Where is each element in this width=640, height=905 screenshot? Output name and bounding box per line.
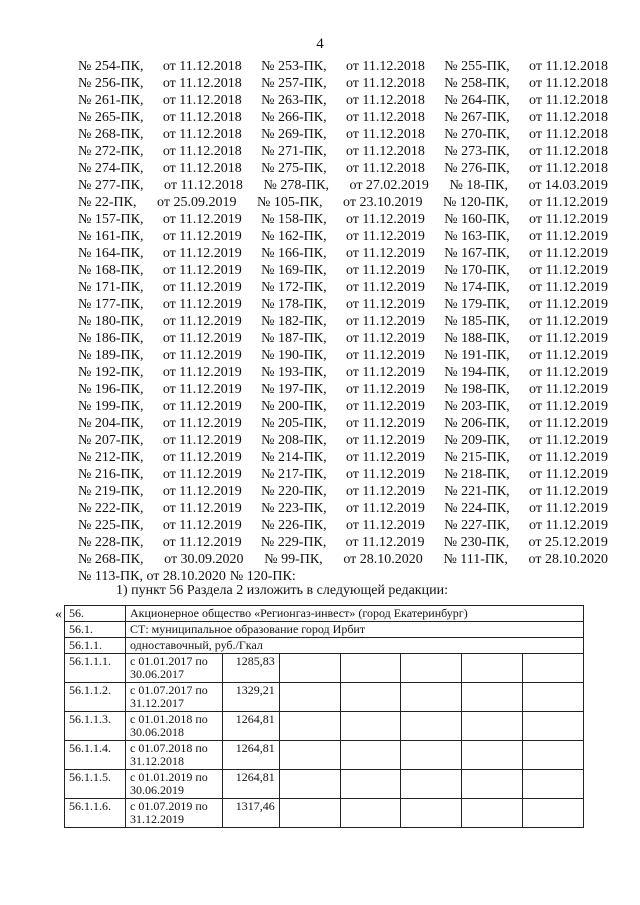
reference-number: № 111-ПК, xyxy=(443,552,508,567)
reference-line xyxy=(78,347,608,364)
reference-number: № 219-ПК, xyxy=(78,484,144,499)
reference-number: № 203-ПК, xyxy=(444,399,510,414)
reference-number: № 229-ПК, xyxy=(260,535,327,550)
reference-number: № 192-ПК, xyxy=(78,365,144,380)
empty-cell xyxy=(401,683,462,712)
rate-type-num: 56.1.1. xyxy=(65,638,126,654)
reference-number: № 18-ПК, xyxy=(449,178,508,193)
reference-number: № 105-ПК, xyxy=(257,195,323,210)
reference-line xyxy=(78,313,608,330)
reference-number: № 266-ПК, xyxy=(261,110,327,125)
row-number: 56.1.1.5. xyxy=(65,770,126,799)
reference-line xyxy=(78,398,608,415)
reference-date: от 11.12.2019 xyxy=(162,416,242,431)
reference-number: № 267-ПК, xyxy=(444,110,510,125)
reference-number: № 223-ПК, xyxy=(261,501,327,516)
row-number: 56.1.1.6. xyxy=(65,799,126,828)
reference-number: № 212-ПК, xyxy=(78,450,144,465)
reference-date: от 11.12.2019 xyxy=(529,348,608,363)
reference-date: от 11.12.2018 xyxy=(162,144,242,159)
empty-cell xyxy=(401,770,462,799)
rate-type-name: одноставочный, руб./Гкал xyxy=(126,638,584,654)
reference-number: № 274-ПК, xyxy=(78,161,144,176)
reference-line xyxy=(78,245,608,262)
reference-date: от 11.12.2019 xyxy=(529,297,608,312)
reference-number: № 261-ПК, xyxy=(78,93,144,108)
reference-number: № 207-ПК, xyxy=(78,433,144,448)
reference-number: № 204-ПК, xyxy=(78,416,144,431)
reference-date: от 11.12.2018 xyxy=(162,59,242,74)
reference-date: от 11.12.2019 xyxy=(162,331,242,346)
reference-number: № 189-ПК, xyxy=(78,348,144,363)
reference-date: от 11.12.2018 xyxy=(162,76,242,91)
reference-date: от 11.12.2019 xyxy=(162,297,242,312)
reference-number: № 194-ПК, xyxy=(444,365,510,380)
reference-line xyxy=(78,279,608,296)
reference-date: от 11.12.2019 xyxy=(162,365,242,380)
reference-line xyxy=(78,534,608,551)
row-period: с 01.01.2018 по 30.06.2018 xyxy=(126,712,223,741)
row-number: 56.1.1.4. xyxy=(65,741,126,770)
reference-date: от 11.12.2018 xyxy=(345,144,425,159)
org-row xyxy=(65,606,584,622)
reference-number: № 208-ПК, xyxy=(261,433,327,448)
row-period: с 01.07.2018 по 31.12.2018 xyxy=(126,741,223,770)
reference-date: от 27.02.2019 xyxy=(349,178,429,193)
reference-number: № 179-ПК, xyxy=(444,297,510,312)
reference-date: от 11.12.2018 xyxy=(164,178,243,193)
row-value: 1264,81 xyxy=(222,770,279,799)
reference-date: от 11.12.2019 xyxy=(345,416,425,431)
reference-line xyxy=(78,75,608,92)
reference-date: от 11.12.2019 xyxy=(345,399,425,414)
empty-cell xyxy=(523,712,584,741)
empty-cell xyxy=(340,654,401,683)
reference-date: от 28.10.2020 xyxy=(343,552,423,567)
reference-number: № 197-ПК, xyxy=(261,382,327,397)
reference-number: № 177-ПК, xyxy=(78,297,144,312)
reference-number: № 230-ПК, xyxy=(443,535,510,550)
reference-date: от 11.12.2018 xyxy=(162,127,242,142)
reference-number: № 193-ПК, xyxy=(261,365,327,380)
reference-line xyxy=(78,126,608,143)
opening-quote: « xyxy=(55,607,62,622)
reference-date: от 11.12.2019 xyxy=(529,365,608,380)
reference-number: № 214-ПК, xyxy=(261,450,327,465)
reference-number: № 171-ПК, xyxy=(78,280,144,295)
reference-line xyxy=(78,296,608,313)
reference-date: от 11.12.2019 xyxy=(162,399,242,414)
reference-date: от 11.12.2019 xyxy=(345,280,425,295)
reference-number: № 209-ПК, xyxy=(444,433,510,448)
reference-date: от 11.12.2019 xyxy=(529,246,608,261)
row-value: 1264,81 xyxy=(222,741,279,770)
reference-date: от 11.12.2019 xyxy=(529,467,608,482)
reference-date: от 23.10.2019 xyxy=(343,195,423,210)
reference-number: № 217-ПК, xyxy=(261,467,327,482)
reference-number: № 182-ПК, xyxy=(261,314,327,329)
reference-date: от 11.12.2019 xyxy=(162,433,242,448)
reference-date: от 11.12.2019 xyxy=(345,484,425,499)
reference-number: № 215-ПК, xyxy=(444,450,510,465)
reference-number: № 168-ПК, xyxy=(78,263,144,278)
reference-date: от 11.12.2019 xyxy=(162,450,242,465)
empty-cell xyxy=(462,654,523,683)
reference-date: от 11.12.2018 xyxy=(529,144,608,159)
empty-cell xyxy=(340,741,401,770)
amendment-intro: 1) пункт 56 Раздела 2 изложить в следующей редакции: xyxy=(116,583,448,598)
reference-number: № 255-ПК, xyxy=(444,59,510,74)
reference-date: от 11.12.2019 xyxy=(529,501,608,516)
reference-date: от 11.12.2019 xyxy=(162,382,242,397)
reference-date: от 11.12.2019 xyxy=(529,484,608,499)
reference-date: от 11.12.2019 xyxy=(529,433,608,448)
empty-cell xyxy=(340,683,401,712)
reference-date: от 11.12.2019 xyxy=(529,314,608,329)
row-period: с 01.07.2017 по 31.12.2017 xyxy=(126,683,223,712)
reference-date: от 11.12.2018 xyxy=(529,127,608,142)
reference-date: от 11.12.2019 xyxy=(529,195,608,210)
empty-cell xyxy=(340,770,401,799)
reference-number: № 216-ПК, xyxy=(78,467,144,482)
reference-date: от 11.12.2019 xyxy=(345,348,425,363)
reference-number: № 271-ПК, xyxy=(261,144,327,159)
empty-cell xyxy=(462,799,523,828)
reference-line xyxy=(78,262,608,279)
reference-number: № 269-ПК, xyxy=(261,127,327,142)
reference-number: № 174-ПК, xyxy=(444,280,510,295)
reference-number: № 268-ПК, xyxy=(78,127,144,142)
reference-number: № 263-ПК, xyxy=(261,93,327,108)
empty-cell xyxy=(279,654,340,683)
reference-date: от 11.12.2019 xyxy=(345,297,425,312)
tariff-row xyxy=(65,683,584,712)
reference-line xyxy=(78,228,608,245)
reference-number: № 272-ПК, xyxy=(78,144,144,159)
reference-number: № 157-ПК, xyxy=(78,212,144,227)
reference-date: от 11.12.2018 xyxy=(345,127,425,142)
reference-date: от 11.12.2019 xyxy=(162,314,242,329)
reference-number: № 205-ПК, xyxy=(261,416,327,431)
reference-date: от 11.12.2019 xyxy=(529,229,608,244)
reference-date: от 11.12.2019 xyxy=(345,212,425,227)
reference-text: № 120-ПК: xyxy=(229,569,296,584)
reference-number: № 166-ПК, xyxy=(261,246,327,261)
empty-cell xyxy=(523,654,584,683)
reference-date: от 11.12.2019 xyxy=(345,331,425,346)
row-value: 1317,46 xyxy=(222,799,279,828)
reference-date: от 11.12.2019 xyxy=(345,365,425,380)
reference-number: № 178-ПК, xyxy=(261,297,327,312)
reference-date: от 11.12.2019 xyxy=(529,212,608,227)
reference-number: № 253-ПК, xyxy=(261,59,327,74)
reference-date: от 11.12.2019 xyxy=(345,467,425,482)
reference-number: № 218-ПК, xyxy=(444,467,510,482)
reference-number: № 158-ПК, xyxy=(261,212,327,227)
reference-date: от 11.12.2019 xyxy=(162,535,242,550)
reference-date: от 11.12.2019 xyxy=(529,280,608,295)
reference-date: от 11.12.2019 xyxy=(345,229,425,244)
reference-date: от 11.12.2019 xyxy=(162,501,242,516)
reference-date: от 25.09.2019 xyxy=(157,195,237,210)
row-period: с 01.07.2019 по 31.12.2019 xyxy=(126,799,223,828)
reference-date: от 11.12.2019 xyxy=(345,314,425,329)
empty-cell xyxy=(523,799,584,828)
rate-type-row xyxy=(65,638,584,654)
reference-number: № 265-ПК, xyxy=(78,110,144,125)
row-period: с 01.01.2019 по 30.06.2019 xyxy=(126,770,223,799)
empty-cell xyxy=(279,741,340,770)
reference-number: № 99-ПК, xyxy=(264,552,323,567)
tariff-row xyxy=(65,654,584,683)
reference-number: № 199-ПК, xyxy=(78,399,144,414)
reference-date: от 11.12.2019 xyxy=(529,450,608,465)
resolution-references xyxy=(78,58,608,585)
reference-number: № 180-ПК, xyxy=(78,314,144,329)
reference-line xyxy=(78,415,608,432)
reference-number: № 186-ПК, xyxy=(78,331,144,346)
empty-cell xyxy=(462,712,523,741)
reference-line xyxy=(78,551,608,568)
reference-line xyxy=(78,517,608,534)
row-value: 1285,83 xyxy=(222,654,279,683)
reference-date: от 30.09.2020 xyxy=(164,552,244,567)
tariff-row xyxy=(65,770,584,799)
org-num: 56. xyxy=(65,606,126,622)
row-period: с 01.01.2017 по 30.06.2017 xyxy=(126,654,223,683)
reference-number: № 264-ПК, xyxy=(444,93,510,108)
reference-date: от 25.12.2019 xyxy=(528,535,608,550)
reference-date: от 11.12.2019 xyxy=(162,518,242,533)
reference-line xyxy=(78,432,608,449)
reference-date: от 11.12.2019 xyxy=(162,246,242,261)
reference-line xyxy=(78,211,608,228)
reference-date: от 11.12.2018 xyxy=(345,76,425,91)
reference-date: от 11.12.2019 xyxy=(162,229,242,244)
reference-number: № 169-ПК, xyxy=(261,263,327,278)
reference-line xyxy=(78,143,608,160)
reference-number: № 200-ПК, xyxy=(261,399,327,414)
reference-number: № 185-ПК, xyxy=(444,314,510,329)
reference-date: от 11.12.2018 xyxy=(345,93,425,108)
empty-cell xyxy=(523,683,584,712)
reference-number: № 275-ПК, xyxy=(261,161,327,176)
reference-number: № 172-ПК, xyxy=(261,280,327,295)
reference-date: от 11.12.2018 xyxy=(529,110,608,125)
empty-cell xyxy=(279,799,340,828)
reference-number: № 228-ПК, xyxy=(78,535,144,550)
reference-number: № 190-ПК, xyxy=(261,348,327,363)
reference-number: № 163-ПК, xyxy=(444,229,510,244)
tariff-table xyxy=(64,605,584,828)
reference-number: № 225-ПК, xyxy=(78,518,144,533)
reference-number: № 276-ПК, xyxy=(444,161,510,176)
empty-cell xyxy=(401,799,462,828)
reference-date: от 11.12.2019 xyxy=(529,399,608,414)
reference-number: № 224-ПК, xyxy=(444,501,510,516)
reference-line xyxy=(78,194,608,211)
reference-line xyxy=(78,466,608,483)
reference-number: № 258-ПК, xyxy=(444,76,510,91)
empty-cell xyxy=(401,712,462,741)
reference-date: от 11.12.2019 xyxy=(345,450,425,465)
reference-number: № 161-ПК, xyxy=(78,229,144,244)
reference-number: № 167-ПК, xyxy=(444,246,510,261)
reference-line xyxy=(78,160,608,177)
row-number: 56.1.1.2. xyxy=(65,683,126,712)
reference-number: № 22-ПК, xyxy=(78,195,137,210)
tariff-row xyxy=(65,799,584,828)
reference-date: от 11.12.2019 xyxy=(162,467,242,482)
reference-number: № 221-ПК, xyxy=(444,484,510,499)
reference-number: № 198-ПК, xyxy=(444,382,510,397)
reference-number: № 170-ПК, xyxy=(444,263,510,278)
reference-date: от 11.12.2019 xyxy=(529,263,608,278)
reference-date: от 11.12.2019 xyxy=(345,246,425,261)
reference-line xyxy=(78,364,608,381)
page-number: 4 xyxy=(316,36,324,52)
empty-cell xyxy=(401,741,462,770)
reference-date: от 11.12.2019 xyxy=(529,518,608,533)
reference-number: № 268-ПК, xyxy=(78,552,144,567)
reference-date: от 11.12.2019 xyxy=(529,331,608,346)
reference-number: № 226-ПК, xyxy=(261,518,327,533)
reference-date: от 11.12.2019 xyxy=(529,416,608,431)
reference-number: № 162-ПК, xyxy=(261,229,327,244)
reference-date: от 11.12.2018 xyxy=(162,93,242,108)
reference-number: № 206-ПК, xyxy=(444,416,510,431)
row-number: 56.1.1.1. xyxy=(65,654,126,683)
reference-number: № 254-ПК, xyxy=(78,59,144,74)
reference-date: от 11.12.2019 xyxy=(345,501,425,516)
reference-date: от 14.03.2019 xyxy=(528,178,608,193)
reference-date: от 11.12.2018 xyxy=(345,110,425,125)
empty-cell xyxy=(462,770,523,799)
row-value: 1264,81 xyxy=(222,712,279,741)
reference-line xyxy=(78,330,608,347)
reference-number: № 278-ПК, xyxy=(263,178,329,193)
empty-cell xyxy=(279,683,340,712)
reference-number: № 187-ПК, xyxy=(261,331,327,346)
system-row xyxy=(65,622,584,638)
reference-date: от 11.12.2019 xyxy=(162,484,242,499)
empty-cell xyxy=(279,770,340,799)
reference-text: № 113-ПК, от 28.10.2020 xyxy=(78,569,226,584)
reference-date: от 11.12.2018 xyxy=(345,59,425,74)
reference-number: № 257-ПК, xyxy=(261,76,327,91)
reference-number: № 227-ПК, xyxy=(444,518,510,533)
reference-line xyxy=(78,449,608,466)
reference-number: № 222-ПК, xyxy=(78,501,144,516)
reference-number: № 196-ПК, xyxy=(78,382,144,397)
reference-date: от 11.12.2018 xyxy=(529,161,608,176)
reference-date: от 28.10.2020 xyxy=(528,552,608,567)
reference-date: от 11.12.2018 xyxy=(529,59,608,74)
tariff-row xyxy=(65,741,584,770)
system-name: СТ: муниципальное образование город Ирбит xyxy=(126,622,584,638)
reference-number: № 191-ПК, xyxy=(444,348,510,363)
empty-cell xyxy=(523,741,584,770)
reference-line xyxy=(78,109,608,126)
reference-line xyxy=(78,500,608,517)
org-name: Акционерное общество «Регионгаз-инвест» (город Екатеринбург) xyxy=(126,606,584,622)
reference-line xyxy=(78,381,608,398)
reference-number: № 277-ПК, xyxy=(78,178,144,193)
reference-number: № 220-ПК, xyxy=(261,484,327,499)
empty-cell xyxy=(462,683,523,712)
empty-cell xyxy=(340,712,401,741)
reference-date: от 11.12.2019 xyxy=(345,263,425,278)
empty-cell xyxy=(401,654,462,683)
empty-cell xyxy=(340,799,401,828)
tariff-row xyxy=(65,712,584,741)
reference-date: от 11.12.2018 xyxy=(345,161,425,176)
empty-cell xyxy=(462,741,523,770)
reference-date: от 11.12.2018 xyxy=(162,110,242,125)
reference-date: от 11.12.2019 xyxy=(162,263,242,278)
reference-date: от 11.12.2018 xyxy=(162,161,242,176)
reference-date: от 11.12.2019 xyxy=(345,433,425,448)
reference-line xyxy=(78,92,608,109)
reference-date: от 11.12.2018 xyxy=(529,76,608,91)
reference-date: от 11.12.2019 xyxy=(345,518,425,533)
reference-date: от 11.12.2019 xyxy=(345,382,425,397)
reference-number: № 273-ПК, xyxy=(444,144,510,159)
reference-date: от 11.12.2018 xyxy=(529,93,608,108)
reference-number: № 160-ПК, xyxy=(444,212,510,227)
system-num: 56.1. xyxy=(65,622,126,638)
reference-number: № 120-ПК, xyxy=(443,195,509,210)
empty-cell xyxy=(523,770,584,799)
reference-date: от 11.12.2019 xyxy=(162,212,242,227)
reference-line xyxy=(78,483,608,500)
reference-number: № 188-ПК, xyxy=(444,331,510,346)
row-number: 56.1.1.3. xyxy=(65,712,126,741)
reference-line xyxy=(78,58,608,75)
reference-date: от 11.12.2019 xyxy=(162,348,242,363)
reference-date: от 11.12.2019 xyxy=(529,382,608,397)
empty-cell xyxy=(279,712,340,741)
reference-number: № 164-ПК, xyxy=(78,246,144,261)
row-value: 1329,21 xyxy=(222,683,279,712)
reference-line xyxy=(78,177,608,194)
reference-date: от 11.12.2019 xyxy=(345,535,425,550)
reference-number: № 256-ПК, xyxy=(78,76,144,91)
reference-date: от 11.12.2019 xyxy=(162,280,242,295)
reference-number: № 270-ПК, xyxy=(444,127,510,142)
